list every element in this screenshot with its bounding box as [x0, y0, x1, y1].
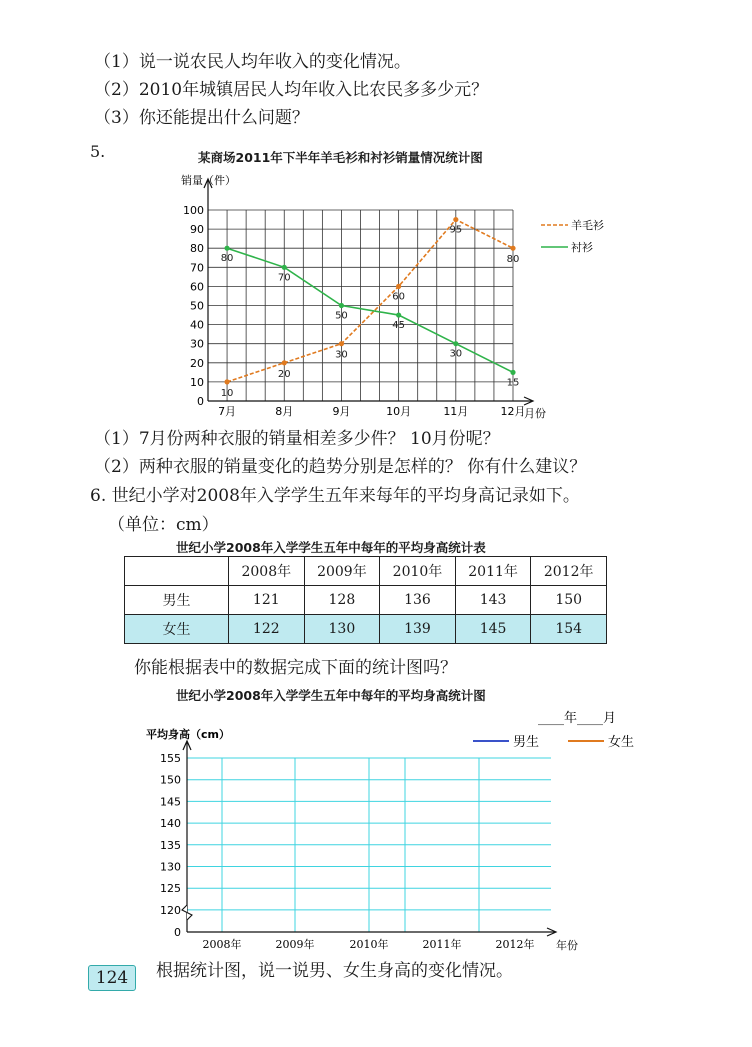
y-axis-label: 销量（件）	[181, 174, 236, 187]
problem-5-number: 5.	[90, 142, 106, 161]
chart1-title: 某商场2011年下半年羊毛衫和衬衫销量情况统计图	[198, 150, 483, 165]
x-axis-label: 月份	[524, 407, 546, 420]
x-tick-label: 9月	[332, 405, 351, 418]
y-tick-label: 80	[190, 242, 204, 256]
x-tick-label: 12月	[500, 405, 526, 418]
y-tick-label: 20	[190, 356, 204, 370]
y-tick-label: 100	[183, 204, 204, 217]
data-label: 60	[392, 291, 405, 303]
y-tick-label: 30	[190, 337, 204, 351]
x-tick-label: 2008年	[202, 938, 242, 951]
x-axis-label: 年份	[556, 939, 578, 952]
data-label: 15	[506, 377, 520, 389]
y-tick-label: 120	[160, 903, 181, 917]
date-blank: ____年____月	[538, 711, 617, 726]
y-tick-label: 60	[190, 280, 204, 294]
table-cell: 121	[229, 586, 305, 615]
x-tick-label: 11月	[443, 405, 469, 418]
y-tick-label: 125	[160, 882, 181, 896]
table-cell: 150	[531, 586, 607, 615]
x-tick-label: 7月	[218, 405, 237, 418]
y-tick-label: 40	[190, 318, 204, 332]
y-tick-label: 155	[160, 752, 181, 765]
data-label: 80	[506, 254, 520, 266]
axis-break	[182, 905, 192, 920]
legend-label: 衬衫	[571, 241, 593, 254]
table-title: 世纪小学2008年入学学生五年中每年的平均身高统计表	[176, 540, 486, 555]
table-cell: 男生	[125, 586, 229, 615]
table-header-cell: 2012年	[531, 557, 607, 586]
x-tick-label: 10月	[386, 405, 412, 418]
data-label: 80	[220, 253, 234, 265]
problem-6-text: 6. 世纪小学对2008年入学学生五年来每年的平均身高记录如下。	[90, 486, 580, 506]
y-tick-label: 50	[190, 299, 204, 313]
data-label: 70	[277, 272, 291, 284]
table-cell: 139	[380, 615, 456, 644]
question-1-2: （2）2010年城镇居民人均年收入比农民多多少元？	[94, 80, 489, 100]
question-5-2: （2）两种衣服的销量变化的趋势分别是怎样的？ 你有什么建议？	[94, 457, 587, 477]
table-header-cell: 2010年	[380, 557, 456, 586]
y-tick-label: 135	[160, 838, 181, 852]
legend-label: 女生	[608, 735, 635, 750]
y-tick-label: 145	[160, 795, 181, 809]
data-label: 20	[277, 368, 291, 380]
y-axis-label: 平均身高（cm）	[146, 728, 230, 741]
data-label: 50	[335, 310, 348, 322]
table-cell: 145	[455, 615, 531, 644]
table-cell: 136	[380, 586, 456, 615]
y-tick-label: 130	[160, 860, 181, 874]
x-tick-label: 8月	[275, 405, 294, 418]
x-tick-label: 2011年	[422, 938, 462, 951]
problem-6-unit: （单位：cm）	[108, 515, 219, 535]
y-tick-label: 150	[160, 773, 181, 787]
table-cell: 154	[531, 615, 607, 644]
y-tick-label: 0	[174, 926, 181, 939]
y-tick-label: 0	[197, 395, 204, 408]
table-cell: 女生	[125, 615, 229, 644]
table-header-cell: 2008年	[229, 557, 305, 586]
x-tick-label: 2009年	[275, 938, 315, 951]
data-label: 30	[335, 349, 348, 361]
data-label: 95	[449, 224, 463, 236]
y-tick-label: 90	[190, 223, 204, 237]
table-cell: 130	[304, 615, 380, 644]
table-header-cell: 2009年	[304, 557, 380, 586]
question-5-1: （1）7月份两种衣服的销量相差多少件？ 10月份呢？	[94, 429, 500, 449]
data-label: 30	[449, 348, 463, 360]
table-cell: 143	[455, 586, 531, 615]
x-tick-label: 2010年	[349, 938, 389, 951]
legend-label: 羊毛衫	[571, 219, 604, 232]
problem-6-question: 你能根据表中的数据完成下面的统计图吗？	[134, 658, 457, 678]
y-tick-label: 140	[160, 817, 181, 831]
table-cell: 128	[304, 586, 380, 615]
final-question: 根据统计图，说一说男、女生身高的变化情况。	[156, 961, 513, 981]
data-label: 45	[392, 320, 405, 332]
question-1-3: （3）你还能提出什么问题？	[94, 108, 309, 128]
page-number: 124	[88, 965, 136, 991]
chart2-title: 世纪小学2008年入学学生五年中每年的平均身高统计图	[176, 688, 486, 703]
x-tick-label: 2012年	[495, 938, 535, 951]
question-1-1: （1）说一说农民人均年收入的变化情况。	[94, 52, 411, 72]
data-label: 10	[220, 387, 234, 399]
legend-label: 男生	[513, 735, 540, 750]
table-header-cell: 2011年	[455, 557, 531, 586]
y-tick-label: 10	[190, 375, 204, 389]
table-cell: 122	[229, 615, 305, 644]
y-tick-label: 70	[190, 261, 204, 275]
